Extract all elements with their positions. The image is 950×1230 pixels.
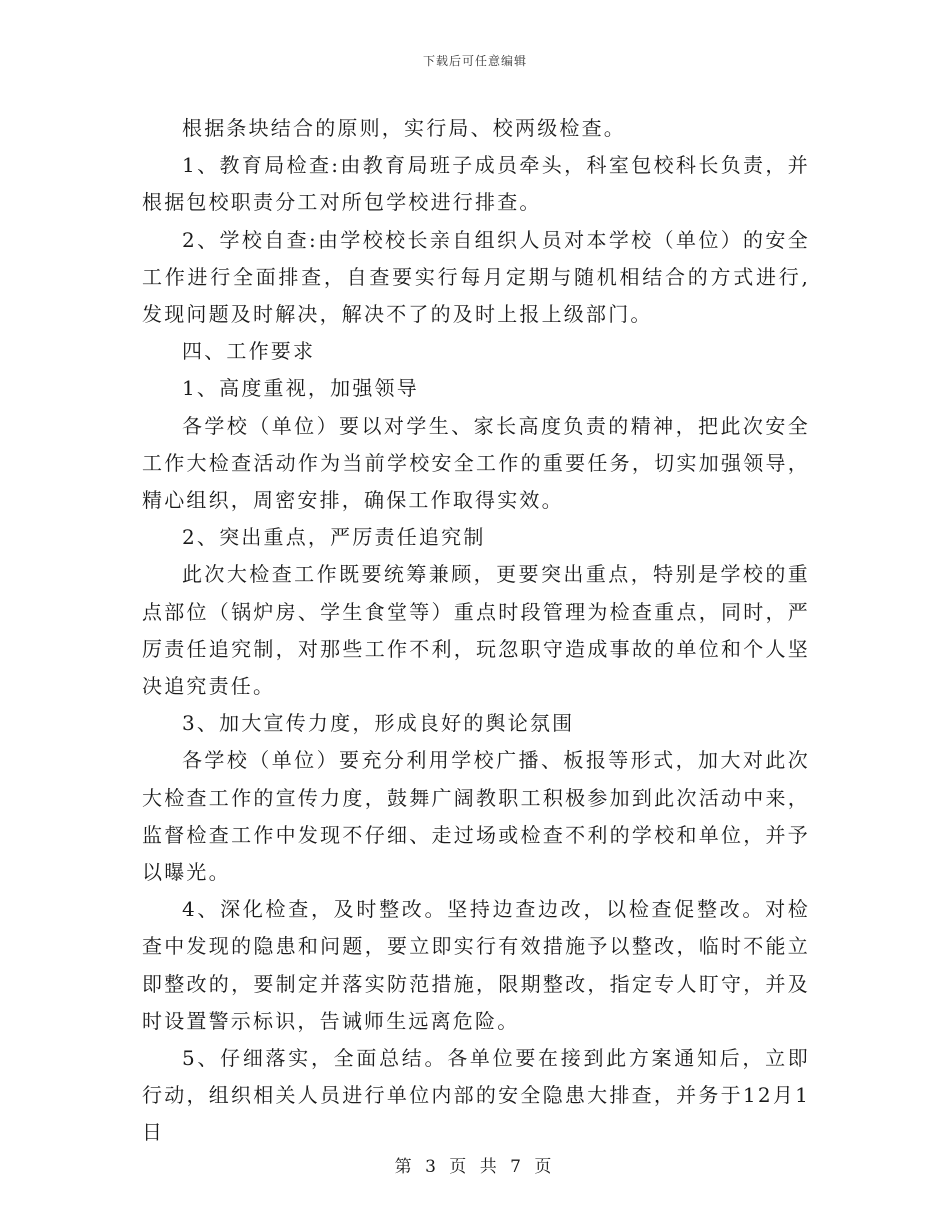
- subheading-2: 2、突出重点，严厉责任追究制: [182, 525, 486, 550]
- page-header-note: 下载后可任意编辑: [422, 54, 527, 68]
- document-body: [142, 110, 810, 1152]
- paragraph-requirement-4: 4、深化检查，及时整改。坚持边查边改，以检查促整改。对检查中发现的隐患和问题，要立即实行有效措施予以整改，临时不能立即整改的，要制定并落实防范措施，限期整改，指定专人盯守，并及时设置警示标识，告诫师生远离危险。: [142, 897, 810, 1033]
- paragraph-requirement-5: 5、仔细落实，全面总结。各单位要在接到此方案通知后，立即行动，组织相关人员进行单位内部的安全隐患大排查，并务于12月1日: [142, 1046, 810, 1145]
- section-heading-work-requirements: 四、工作要求: [182, 339, 316, 364]
- subheading-1: 1、高度重视，加强领导: [182, 376, 419, 401]
- paragraph-school-self-inspection: 2、学校自查:由学校校长亲自组织人员对本学校（单位）的安全工作进行全面排查，自查要实行每月定期与随机相结合的方式进行,发现问题及时解决，解决不了的及时上报上级部门。: [142, 227, 810, 327]
- paragraph-requirement-2: 此次大检查工作既要统筹兼顾，更要突出重点，特别是学校的重点部位（锅炉房、学生食堂等）重点时段管理为检查重点，同时，严厉责任追究制，对那些工作不利，玩忽职守造成事故的单位和个人坚决追究责任。: [142, 562, 810, 699]
- page-number-footer: 第 3 页 共 7 页: [394, 1157, 556, 1177]
- paragraph-requirement-1: 各学校（单位）要以对学生、家长高度负责的精神，把此次安全工作大检查活动作为当前学校安全工作的重要任务，切实加强领导，精心组织，周密安排，确保工作取得实效。: [142, 413, 810, 513]
- paragraph-requirement-3: 各学校（单位）要充分利用学校广播、板报等形式，加大对此次大检查工作的宣传力度，鼓舞广阔教职工积极参加到此次活动中来，监督检查工作中发现不仔细、走过场或检查不利的学校和单位，并予以曝光。: [142, 748, 810, 885]
- paragraph-bureau-inspection: 1、教育局检查:由教育局班子成员牵头，科室包校科长负责，并根据包校职责分工对所包学校进行排查。: [142, 153, 810, 215]
- paragraph-inspection-principle: 根据条块结合的原则，实行局、校两级检查。: [182, 116, 626, 140]
- subheading-3: 3、加大宣传力度，形成良好的舆论氛围: [182, 711, 575, 736]
